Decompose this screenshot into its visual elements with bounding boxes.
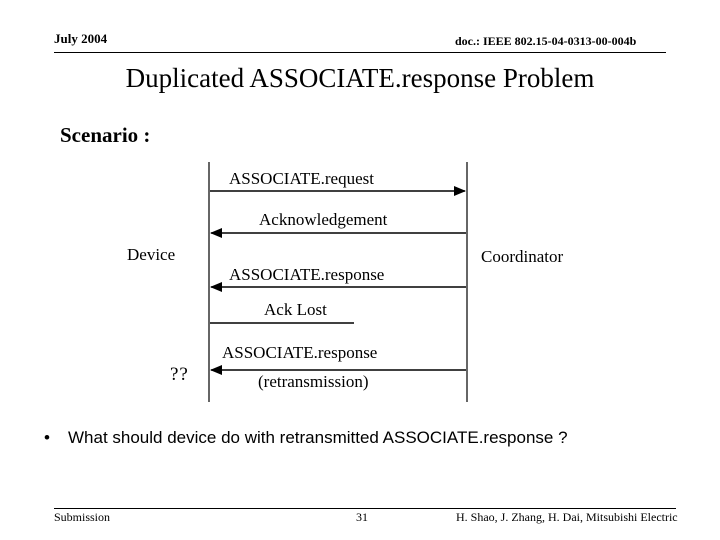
response-retx-label: ASSOCIATE.response	[222, 343, 378, 362]
header-doc-id: doc.: IEEE 802.15-04-0313-00-004b	[455, 34, 637, 48]
retx-note-label: (retransmission)	[258, 372, 369, 391]
footer-page-number: 31	[356, 510, 368, 524]
slide-title: Duplicated ASSOCIATE.response Problem	[125, 63, 595, 93]
response-label: ASSOCIATE.response	[229, 265, 385, 284]
footer-submission: Submission	[54, 510, 111, 524]
device-label: Device	[127, 245, 176, 264]
scenario-label: Scenario :	[60, 123, 151, 147]
header-date: July 2004	[54, 31, 108, 46]
ack-label: Acknowledgement	[259, 210, 388, 229]
bullet-text: What should device do with retransmitted ASSOCIATE.response ?	[68, 428, 568, 447]
bullet-item	[44, 428, 568, 448]
footer-rule	[54, 508, 676, 509]
ack-lost-label: Ack Lost	[264, 300, 327, 319]
unknown-marker: ??	[170, 364, 189, 385]
request-label: ASSOCIATE.request	[229, 169, 374, 188]
coordinator-label: Coordinator	[481, 247, 564, 266]
bullet-symbol: •	[44, 428, 50, 447]
footer-authors: H. Shao, J. Zhang, H. Dai, Mitsubishi Electric	[456, 510, 678, 524]
